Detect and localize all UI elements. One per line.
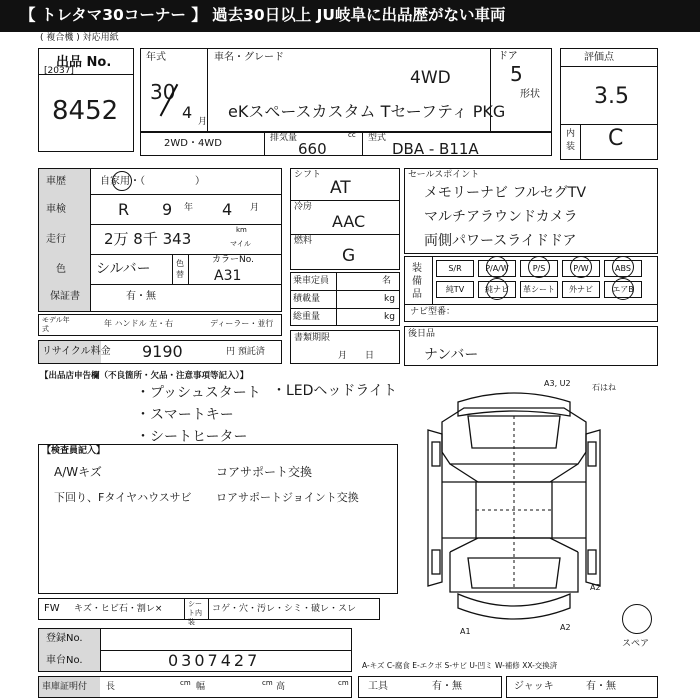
- color-value: シルバー: [96, 261, 151, 277]
- capacity-unit: 名: [382, 276, 392, 286]
- declaration-line-4: ・シートヒーター: [136, 429, 248, 445]
- year-month-unit: 月: [198, 117, 208, 127]
- inspector-label: 【検査員記入】: [42, 446, 106, 456]
- equip-pw: P/W: [562, 260, 600, 277]
- fw-value: キズ・ヒビ石・割レ×: [74, 604, 163, 614]
- fuel-label: 燃料: [294, 236, 313, 246]
- history-circle: [112, 171, 132, 191]
- docs-unit: 月 日: [338, 351, 375, 361]
- inspection-era: R: [118, 200, 130, 219]
- sales-label: セールスポイント: [408, 170, 480, 180]
- warranty-value: 有・無: [126, 291, 156, 302]
- recycle-unit: 円 預託済: [226, 347, 265, 357]
- tools-label: 工具: [368, 681, 388, 692]
- doors-label: ドア: [498, 51, 518, 62]
- history-label: 車歴: [46, 176, 66, 187]
- circle-navi: [486, 278, 508, 300]
- chassis-value: 0307427: [168, 651, 261, 670]
- sales-line-3: 両側パワースライドドア: [424, 233, 577, 249]
- year-value: 30: [150, 80, 176, 104]
- circle-paw: [486, 256, 508, 278]
- circle-airbag: [612, 278, 634, 300]
- model-year-dealer: ディーラー・並行: [210, 319, 274, 328]
- cert-width-cm: cm: [262, 679, 273, 687]
- name-drive: 4WD: [410, 68, 451, 88]
- circle-abs: [612, 256, 634, 278]
- fuel-value: G: [342, 246, 356, 266]
- history-value: 自家用・（ ）: [100, 176, 205, 187]
- later-label: 後日品: [408, 329, 436, 339]
- shape-label: 形状: [520, 89, 540, 100]
- interior-value: C: [608, 126, 624, 151]
- shift-label: シフト: [294, 170, 322, 180]
- declaration-line-3: ・スマートキー: [136, 407, 234, 423]
- equip-paw: P/A/W: [478, 260, 516, 277]
- displacement-label: 排気量: [270, 133, 298, 143]
- later-value: ナンバー: [424, 347, 479, 363]
- sales-line-1: メモリーナビ フルセグTV: [424, 185, 587, 201]
- interior-label: 内装: [566, 129, 576, 152]
- sub-note: ( 複合機 ) 対応用紙: [40, 33, 119, 43]
- equip-abs: ABS: [604, 260, 642, 277]
- load-label: 積載量: [293, 294, 321, 304]
- displacement-unit: cc: [348, 131, 356, 139]
- declaration-line-1: ・プッシュスタート: [136, 385, 261, 401]
- year-label: 年式: [146, 52, 166, 63]
- load-unit: kg: [384, 294, 395, 304]
- name-label: 車名・グレード: [214, 52, 284, 63]
- mileage-mile: マイル: [230, 240, 251, 248]
- equip-tv: 純TV: [436, 281, 474, 298]
- seat-label: シート内装: [188, 600, 202, 626]
- car-diagram: [418, 379, 610, 632]
- circle-ps: [528, 256, 550, 278]
- shift-value: AT: [330, 178, 351, 198]
- equip-sr: S/R: [436, 260, 474, 277]
- drive-select: 2WD・4WD: [164, 138, 222, 149]
- cert-width: 幅: [196, 682, 206, 692]
- spare-circle: [622, 604, 652, 634]
- spare-label: スペア: [622, 639, 650, 649]
- inspection-month: 4: [222, 200, 233, 219]
- header-title: 【 トレタマ30コーナー 】 過去30日以上 JU岐阜に出品歴がない車両: [20, 6, 506, 24]
- mark-a2-right: A2: [590, 583, 601, 592]
- inspector-right-2: ロアサポートジョイント交換: [216, 491, 359, 504]
- inspection-year-unit: 年: [184, 203, 194, 213]
- declaration-label: 【出品店申告欄（不良箇所・欠品・注意事項等記入）】: [40, 371, 249, 381]
- chassis-label: 車台No.: [46, 655, 83, 666]
- declaration-line-2: ・LEDヘッドライト: [272, 383, 398, 399]
- mileage-value: 2万 8千 343: [104, 230, 192, 248]
- seat-value: コゲ・穴・汚レ・シミ・破レ・スレ: [212, 604, 357, 614]
- cert-long-cm: cm: [180, 679, 191, 687]
- mark-a2-bottom: A2: [560, 623, 571, 632]
- aircon-label: 冷房: [294, 202, 313, 212]
- cert-long: 長: [106, 682, 116, 692]
- lot-tag: [2037]: [44, 66, 74, 76]
- year-month: 4: [182, 103, 193, 122]
- recycle-label: リサイクル料金: [42, 346, 111, 357]
- mileage-km: km: [236, 226, 247, 234]
- navi-model-label: ナビ型番：: [410, 307, 456, 317]
- docs-label: 書類期限: [294, 333, 331, 343]
- color-change-label: 色替: [176, 259, 184, 279]
- cert-height: 高: [276, 682, 286, 692]
- doors-value: 5: [510, 62, 523, 86]
- model-value: DBA - B11A: [392, 140, 479, 158]
- fw-label: FW: [44, 603, 60, 614]
- recycle-value: 9190: [142, 342, 183, 361]
- equip-ps: P/S: [520, 260, 558, 277]
- gross-label: 総重量: [293, 312, 321, 322]
- score-label: 評価点: [584, 52, 614, 63]
- inspector-left-1: A/Wキズ: [54, 465, 102, 479]
- lot-label: 出品 No.: [56, 55, 112, 70]
- mark-a1: A1: [460, 627, 471, 636]
- damage-legend: A-キズ C-腐食 E-エクボ S-サビ U-凹ミ W-補修 XX-交換済: [362, 661, 558, 670]
- equip-extnavi: 外ナビ: [562, 281, 600, 298]
- name-grade: eKスペースカスタム Tセーフティ PKG: [228, 102, 506, 121]
- inspection-year: 9: [162, 200, 173, 219]
- cert-label: 車庫証明付: [42, 682, 88, 692]
- registration-label: 登録No.: [46, 633, 83, 644]
- circle-pw: [570, 256, 592, 278]
- gross-unit: kg: [384, 312, 395, 322]
- capacity-label: 乗車定員: [293, 276, 330, 286]
- jack-label: ジャッキ: [514, 681, 554, 692]
- inspection-month-unit: 月: [250, 203, 260, 213]
- tools-value: 有・無: [432, 681, 462, 692]
- cert-height-cm: cm: [338, 679, 349, 687]
- color-code-label: カラーNo.: [212, 255, 254, 265]
- equip-navi: 純ナビ: [478, 281, 516, 298]
- warranty-label: 保証書: [50, 291, 80, 302]
- model-label: 型式: [368, 133, 387, 143]
- displacement-value: 660: [298, 140, 327, 158]
- aircon-value: AAC: [332, 212, 366, 231]
- color-code: A31: [214, 268, 242, 284]
- equip-label: 装備品: [412, 263, 422, 300]
- jack-value: 有・無: [586, 681, 616, 692]
- inspector-left-2: 下回り、Fタイヤハウスサビ: [54, 491, 192, 504]
- mark-hood: 石はね: [592, 383, 616, 392]
- lot-number: 8452: [52, 96, 119, 126]
- mileage-label: 走行: [46, 234, 66, 245]
- inspection-label: 車検: [46, 204, 66, 215]
- model-year-handle: 年 ハンドル 左・右: [104, 319, 174, 328]
- equip-leather: 革シート: [520, 281, 558, 298]
- inspector-right-1: コアサポート交換: [216, 465, 313, 479]
- mark-a3u2: A3, U2: [544, 379, 571, 388]
- sales-line-2: マルチアラウンドカメラ: [424, 209, 578, 225]
- model-year-label: モデル年式: [42, 316, 70, 333]
- score-value: 3.5: [594, 84, 629, 109]
- color-label: 色: [56, 264, 66, 275]
- equip-airbag: エアB: [604, 281, 642, 298]
